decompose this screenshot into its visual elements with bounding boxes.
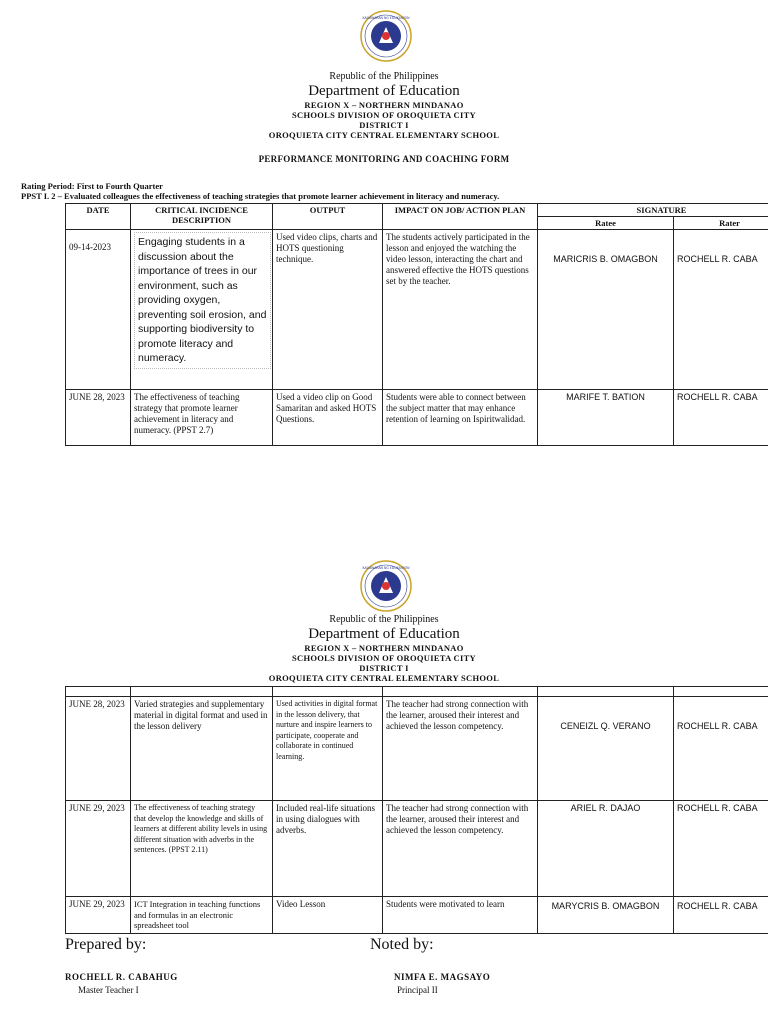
district-line: DISTRICT I [359, 120, 409, 130]
col-signature: SIGNATURE [538, 204, 768, 217]
form-title: PERFORMANCE MONITORING AND COACHING FORM [258, 154, 510, 164]
row-output: Included real-life situations in using dialogues with adverbs. [273, 801, 383, 897]
row-ratee: MARICRIS B. OMAGBON [538, 230, 674, 390]
rating-info [21, 181, 499, 201]
prepared-by-label: Prepared by: [65, 936, 147, 953]
republic-line: Republic of the Philippines [329, 614, 439, 625]
row-rater: ROCHELL R. CABA [674, 697, 768, 801]
noter-position: Principal II [397, 985, 438, 995]
row-ratee: CENEIZL Q. VERANO [538, 697, 674, 801]
rating-period: Rating Period: First to Fourth Quarter [21, 181, 163, 191]
col-rater: Rater [674, 217, 768, 230]
table-row [66, 390, 768, 446]
row-critical: The effectiveness of teaching strategy that develop the knowledge and skills of learners at different ability levels in using different situation with adverbs in the sentences. (PPST 2.11) [131, 801, 273, 897]
row-critical: Engaging students in a discussion about the importance of trees in our environment, such as providing oxygen, preventing soil erosion, and supporting biodiversity to promote literacy and numeracy. [131, 230, 273, 390]
row-rater: ROCHELL R. CABA [674, 897, 768, 934]
col-date: DATE [66, 204, 131, 230]
row-critical: ICT Integration in teaching functions and formulas in an electronic spreadsheet tool [131, 897, 273, 934]
empty-cell [66, 687, 131, 697]
row-ratee: ARIEL R. DAJAO [538, 801, 674, 897]
region-line: REGION X – NORTHERN MINDANAO [304, 100, 464, 110]
republic-line: Republic of the Philippines [329, 71, 439, 82]
department-title: Department of Education [308, 83, 460, 99]
svg-text:KAGAWARAN NG EDUKASYON: KAGAWARAN NG EDUKASYON [362, 566, 410, 570]
division-line: SCHOOLS DIVISION OF OROQUIETA CITY [291, 653, 476, 663]
school-line: OROQUIETA CITY CENTRAL ELEMENTARY SCHOOL [268, 673, 500, 683]
empty-cell [273, 687, 383, 697]
page-1 [0, 0, 768, 480]
row-date: JUNE 28, 2023 [66, 697, 131, 801]
table-row [66, 897, 768, 934]
header-row [66, 204, 768, 217]
row-ratee: MARIFE T. BATION [538, 390, 674, 446]
empty-header-row [66, 687, 768, 697]
preparer-position: Master Teacher I [78, 985, 139, 995]
row-rater: ROCHELL R. CABA [674, 390, 768, 446]
row-output: Used a video clip on Good Samaritan and asked HOTS Questions. [273, 390, 383, 446]
row-critical: Varied strategies and supplementary material in digital format and used in the lesson delivery [131, 697, 273, 801]
noter-name: NIMFA E. MAGSAYO [394, 972, 491, 982]
row-impact: The students actively participated in the lesson and enjoyed the watching the video lesson, interacting the chart and answered effective the HOTS questions set by the teacher. [383, 230, 538, 390]
page-2 [0, 552, 768, 1024]
table-row [66, 801, 768, 897]
row-date: JUNE 29, 2023 [66, 801, 131, 897]
row-impact: Students were able to connect between the subject matter that may enhance retention of learning on Ispiritwalidad. [383, 390, 538, 446]
department-title: Department of Education [308, 626, 460, 642]
empty-cell [538, 687, 674, 697]
preparer-name: ROCHELL R. CABAHUG [65, 972, 178, 982]
row-critical: The effectiveness of teaching strategy that promote learner achievement in literacy and numeracy. (PPST 2.7) [131, 390, 273, 446]
row-date: 09-14-2023 [66, 230, 131, 390]
row-rater: ROCHELL R. CABA [674, 230, 768, 390]
deped-seal-icon [360, 560, 412, 612]
letterhead [0, 613, 768, 683]
empty-cell [383, 687, 538, 697]
noted-by-label: Noted by: [370, 936, 434, 953]
col-ratee: Ratee [538, 217, 674, 230]
school-line: OROQUIETA CITY CENTRAL ELEMENTARY SCHOOL [268, 130, 500, 140]
row-date: JUNE 29, 2023 [66, 897, 131, 934]
district-line: DISTRICT I [359, 663, 409, 673]
col-output: OUTPUT [273, 204, 383, 230]
col-critical: CRITICAL INCIDENCE DESCRIPTION [131, 204, 273, 230]
row-date: JUNE 28, 2023 [66, 390, 131, 446]
col-impact: IMPACT ON JOB/ ACTION PLAN [383, 204, 538, 230]
svg-text:KAGAWARAN NG EDUKASYON: KAGAWARAN NG EDUKASYON [362, 16, 410, 20]
table-row [66, 230, 768, 390]
row-impact: Students were motivated to learn [383, 897, 538, 934]
row-output: Video Lesson [273, 897, 383, 934]
row-ratee: MARYCRIS B. OMAGBON [538, 897, 674, 934]
table-row [66, 697, 768, 801]
empty-cell [674, 687, 768, 697]
deped-seal-icon [360, 10, 412, 62]
row-impact: The teacher had strong connection with the learner, aroused their interest and achieved the lesson competency. [383, 697, 538, 801]
row-output: Used video clips, charts and HOTS questioning technique. [273, 230, 383, 390]
region-line: REGION X – NORTHERN MINDANAO [304, 643, 464, 653]
coaching-table-1 [65, 203, 768, 446]
ppst-indicator: PPST I. 2 – Evaluated colleagues the effectiveness of teaching strategies that promote learner achievement in literacy and numeracy. [21, 191, 500, 201]
row-rater: ROCHELL R. CABA [674, 801, 768, 897]
letterhead [0, 70, 768, 164]
division-line: SCHOOLS DIVISION OF OROQUIETA CITY [291, 110, 476, 120]
coaching-table-2 [65, 686, 768, 934]
row-output: Used activities in digital format in the lesson delivery, that nurture and inspire learners to participate, cooperate and collaborate in continued learning. [273, 697, 383, 801]
row-impact: The teacher had strong connection with the learner, aroused their interest and achieved the lesson competency. [383, 801, 538, 897]
empty-cell [131, 687, 273, 697]
